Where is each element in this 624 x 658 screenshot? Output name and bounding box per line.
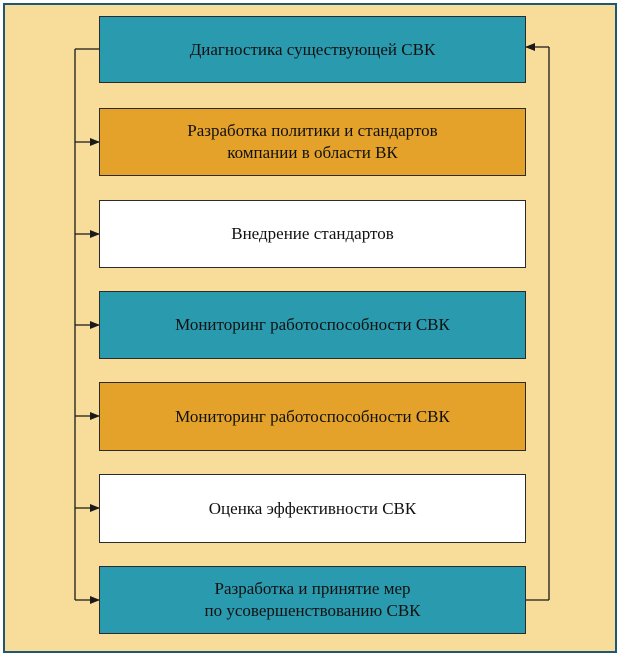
step-label-2: Разработка политики и стандартов компании в области ВК	[187, 121, 438, 162]
step-label-7: Разработка и принятие мер по усовершенствованию СВК	[204, 579, 421, 620]
step-box-3	[99, 200, 526, 268]
step-box-7	[99, 566, 526, 634]
step-box-1	[99, 16, 526, 83]
step-label-3: Внедрение стандартов	[231, 224, 394, 243]
step-label-6: Оценка эффективности СВК	[208, 498, 417, 518]
step-box-5	[99, 382, 526, 451]
step-box-6	[99, 474, 526, 543]
step-box-4	[99, 291, 526, 359]
step-label-4: Мониторинг работоспособности СВК	[175, 315, 450, 334]
step-box-2	[99, 108, 526, 176]
step-label-1: Диагностика существующей СВК	[189, 39, 436, 59]
step-label-5: Мониторинг работоспособности СВК	[175, 406, 450, 426]
